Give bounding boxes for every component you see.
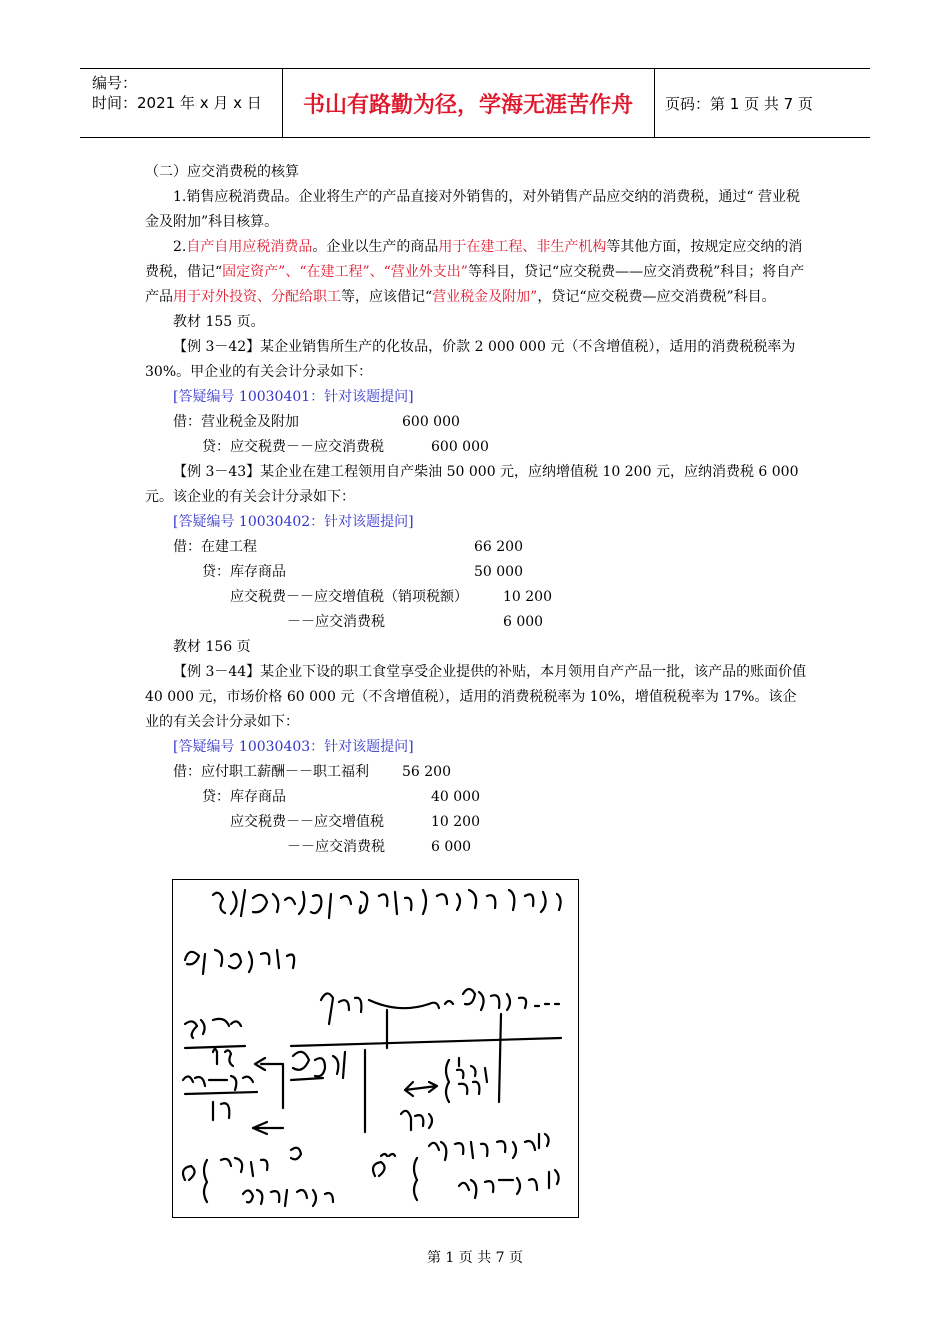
header-meta	[80, 69, 283, 137]
textbook-ref-156: 教材 156 页	[173, 639, 251, 655]
paragraph-1: 1.销售应税消费品。企业将生产的产品直接对外销售的，对外销售产品应交纳的消费税，通过“ 营业税金及附加”科目核算。	[145, 189, 800, 230]
example-3-42: 【例 3－42】某企业销售所生产的化妆品，价款 2 000 000 元（不含增值税），适用的消费税税率为 30%。甲企业的有关会计分录如下：	[145, 339, 796, 380]
question-link-43[interactable]: [答疑编号 10030402：针对该题提问]	[173, 514, 414, 530]
handwriting-drawing	[173, 880, 578, 1217]
example-3-43: 【例 3－43】某企业在建工程领用自产柴油 50 000 元，应纳增值税 10 200 元，应纳消费税 6 000 元。该企业的有关会计分录如下：	[145, 464, 799, 505]
number-label: 编号：	[92, 74, 138, 92]
example-3-44: 【例 3－44】某企业下设的职工食堂享受企业提供的补贴，本月领用自产产品一批，该产品的账面价值 40 000 元，市场价格 60 000 元（不含增值税），适用的消费税税率为 10%，增值税税率为 17%。该企业的有关会计分录如下：	[145, 664, 807, 730]
entry-row: 贷：应交税费－－应交消费税 600 000	[202, 439, 489, 455]
handwritten-sketch	[172, 879, 579, 1218]
page-header	[80, 68, 870, 138]
entry-row: 应交税费－－应交增值税 10 200	[230, 814, 480, 830]
document-body	[145, 160, 810, 860]
entry-row: －－应交消费税 6 000	[287, 839, 472, 855]
entry-row: 贷：库存商品 40 000	[202, 789, 480, 805]
entry-row: －－应交消费税 6 000	[287, 614, 544, 630]
entry-row: 贷：库存商品 50 000	[202, 564, 523, 580]
section-title: （二）应交消费税的核算	[145, 164, 299, 180]
entry-row: 借：营业税金及附加 600 000	[173, 414, 460, 430]
header-page-info: 页码：第 1 页 共 7 页	[665, 95, 813, 113]
date-label: 时间：2021 年 x 月 x 日	[92, 94, 262, 112]
question-link-42[interactable]: [答疑编号 10030401：针对该题提问]	[173, 389, 414, 405]
entry-row: 应交税费－－应交增值税（销项税额） 10 200	[230, 589, 552, 605]
paragraph-2: 2.自产自用应税消费品。企业以生产的商品用于在建工程、非生产机构等其他方面，按规定应交纳的消费税，借记“固定资产”、“在建工程”、“营业外支出”等科目，贷记“应交税费——应交消费税”科目；将自产产品用于对外投资、分配给职工等，应该借记“营业税金及附加”，贷记“应交税费—应交消费税”科目。	[145, 239, 805, 305]
question-link-44[interactable]: [答疑编号 10030403：针对该题提问]	[173, 739, 414, 755]
entry-row: 借：应付职工薪酬－－职工福利 56 200	[173, 764, 451, 780]
textbook-ref-155: 教材 155 页。	[173, 314, 265, 330]
page-footer: 第 1 页 共 7 页	[426, 1250, 524, 1266]
entry-row: 借：在建工程 66 200	[173, 539, 523, 555]
header-motto: 书山有路勤为径，学海无涯苦作舟	[282, 69, 655, 137]
